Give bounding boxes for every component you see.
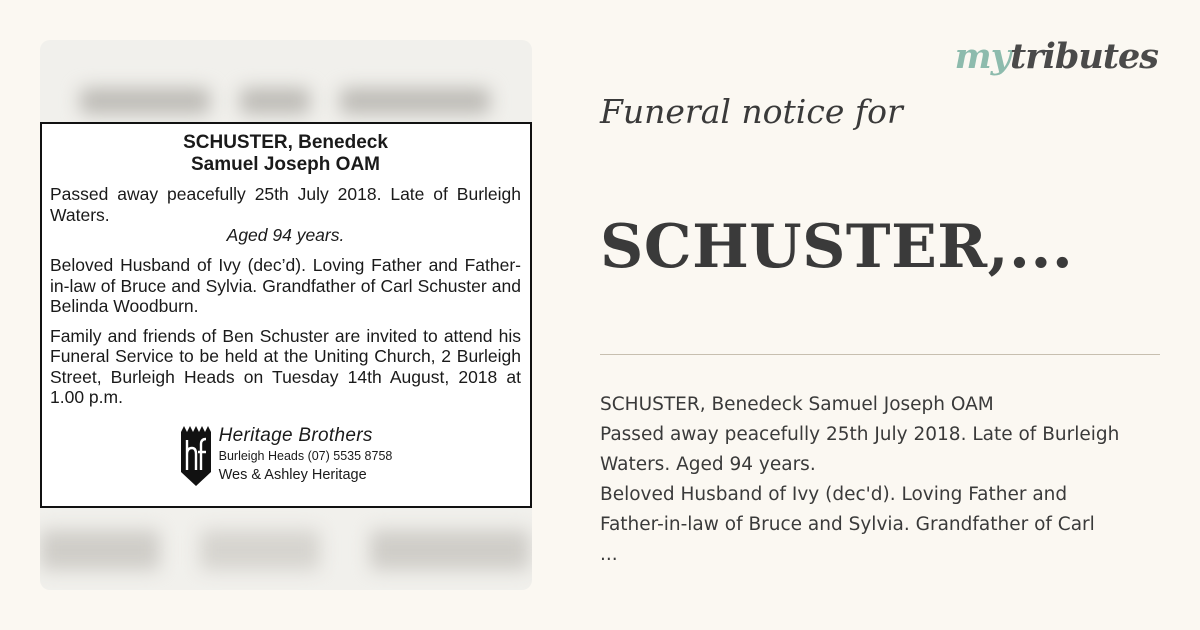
notice-service-paragraph: Family and friends of Ben Schuster are invited to attend his Funeral Service to be held at the Uniting Church, 2 Burleigh Street, Burleigh Heads on Tuesday 14th August, 2018 at 1.00 p.m. [50, 325, 521, 407]
blurred-neighbour-text [240, 88, 310, 114]
excerpt-ellipsis: ... [600, 544, 618, 565]
excerpt-line: Beloved Husband of Ivy (dec'd). Loving Father and [600, 484, 1068, 505]
notice-passing-paragraph: Passed away peacefully 25th July 2018. Late of Burleigh Waters. [50, 184, 521, 225]
logo-tributes: tributes [1010, 36, 1158, 77]
notice-name-line-1: SCHUSTER, Benedeck [183, 132, 388, 153]
notice-excerpt [600, 390, 1160, 570]
notice-family-paragraph: Beloved Husband of Ivy (dec’d). Loving Father and Father-in-law of Bruce and Sylvia. Grandfather of Carl Schuster and Belinda Woodburn. [50, 255, 521, 316]
logo-my: my [954, 36, 1011, 77]
notice-name-line-2: Samuel Joseph OAM [191, 154, 380, 175]
funeral-director-phone: Burleigh Heads (07) 5535 8758 [218, 448, 393, 463]
excerpt-line: Father-in-law of Bruce and Sylvia. Grandfather of Carl [600, 514, 1095, 535]
excerpt-line: Waters. Aged 94 years. [600, 454, 816, 475]
funeral-director-block [50, 422, 521, 488]
page-subtitle: Funeral notice for [600, 92, 903, 131]
funeral-director-name: Heritage Brothers [218, 424, 373, 446]
deceased-name-heading: SCHUSTER,... [600, 212, 1074, 282]
heritage-brothers-logo-icon [179, 422, 213, 488]
blurred-neighbour-text [80, 88, 210, 114]
mytributes-logo[interactable] [955, 36, 1158, 77]
excerpt-line: SCHUSTER, Benedeck Samuel Joseph OAM [600, 394, 994, 415]
blurred-neighbour-text [340, 88, 490, 114]
funeral-director-owners: Wes & Ashley Heritage [218, 466, 367, 483]
funeral-notice-box [40, 122, 532, 508]
newspaper-clipping [40, 40, 532, 590]
blurred-neighbour-text [40, 530, 160, 570]
blurred-neighbour-text [200, 530, 320, 570]
blurred-neighbour-text [370, 530, 530, 570]
notice-age: Aged 94 years. [226, 225, 345, 245]
divider [600, 354, 1160, 355]
excerpt-line: Passed away peacefully 25th July 2018. Late of Burleigh [600, 424, 1120, 445]
